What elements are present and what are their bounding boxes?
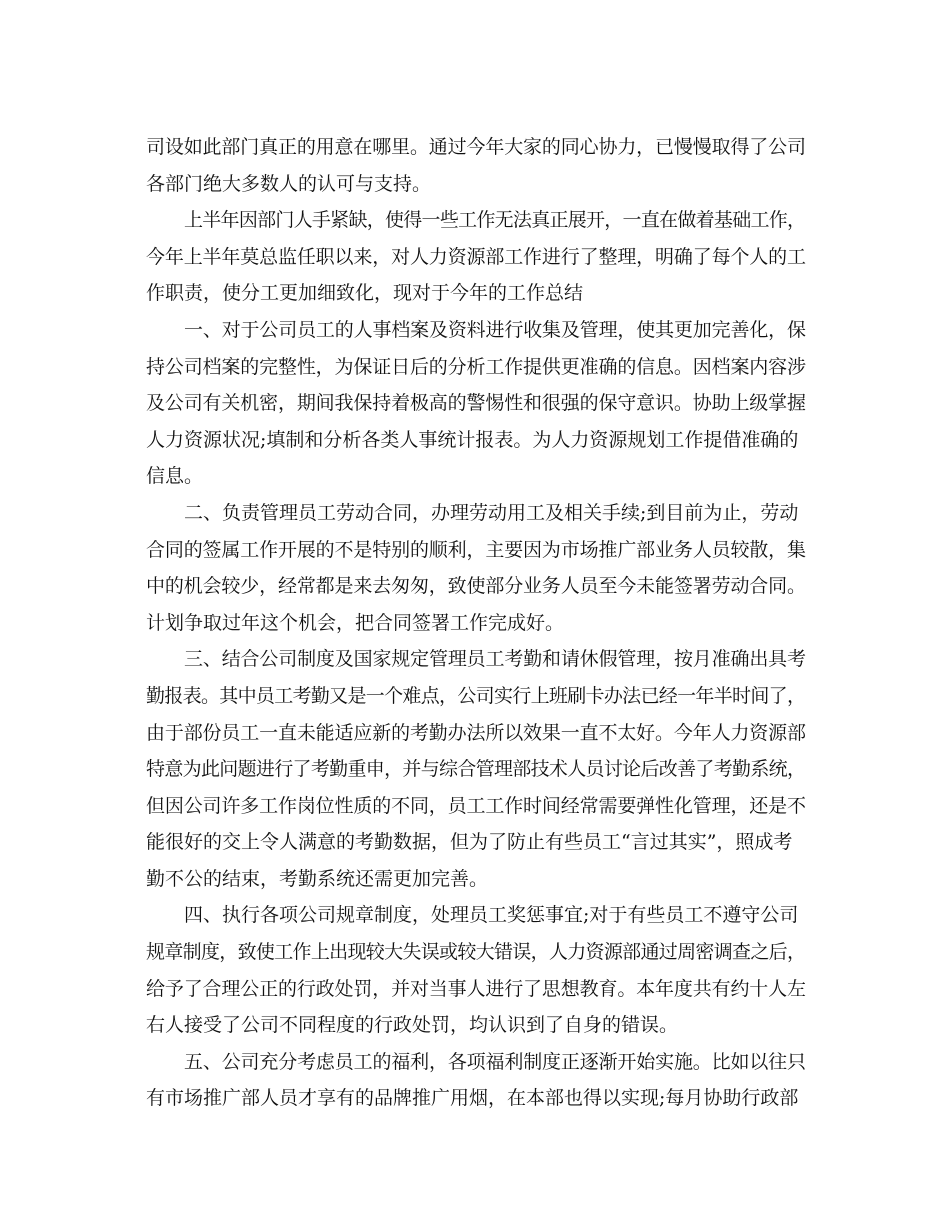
paragraph-line: 司设如此部门真正的用意在哪里。通过今年大家的同心协力，已慢慢取得了公司 [146,136,806,158]
paragraph-first-line: 五、公司充分考虑员工的福利，各项福利制度正逐渐开始实施。比如以往只 [184,1050,806,1073]
paragraph-line: 人力资源状况;填制和分析各类人事统计报表。为人力资源规划工作提借准确的 [146,428,799,451]
paragraph-line: 作职责，使分工更加细致化，现对于今年的工作总结 [146,282,584,305]
paragraph-line: 特意为此问题进行了考勤重申，并与综合管理部技术人员讨论后改善了考勤系统， [146,758,806,781]
paragraph-first-line: 上半年因部门人手紧缺，使得一些工作无法真正展开，一直在做着基础工作， [184,209,806,232]
paragraph-first-line: 三、结合公司制度及国家规定管理员工考勤和请休假管理，按月准确出具考 [184,648,806,671]
paragraph-first-line: 二、负责管理员工劳动合同，办理劳动用工及相关手续;到目前为止，劳动 [184,501,799,524]
paragraph-line: 有市场推广部人员才享有的品牌推广用烟，在本部也得以实现;每月协助行政部 [146,1087,799,1110]
paragraph-line: 合同的签属工作开展的不是特别的顺利，主要因为市场推广部业务人员较散，集 [146,538,806,561]
paragraph-line: 计划争取过年这个机会，把合同签署工作完成好。 [146,611,565,634]
paragraph-line: 中的机会较少，经常都是来去匆匆，致使部分业务人员至今未能签署劳动合同。 [146,575,806,598]
paragraph-line: 但因公司许多工作岗位性质的不同，员工工作时间经常需要弹性化管理，还是不 [146,794,806,817]
document-body [146,129,806,1117]
paragraph-line: 今年上半年莫总监任职以来，对人力资源部工作进行了整理，明确了每个人的工 [146,245,806,268]
paragraph-line: 及公司有关机密，期间我保持着极高的警惕性和很强的保守意识。协助上级掌握 [146,392,806,415]
paragraph-line: 各部门绝大多数人的认可与支持。 [146,172,432,195]
paragraph-line: 右人接受了公司不同程度的行政处罚，均认识到了自身的错误。 [146,1014,679,1037]
paragraph-line: 能很好的交上令人满意的考勤数据，但为了防止有些员工“言过其实”，照成考 [146,831,793,854]
paragraph-line: 勤报表。其中员工考勤又是一个难点，公司实行上班刷卡办法已经一年半时间了， [146,684,806,707]
paragraph-line: 给予了合理公正的行政处罚，并对当事人进行了思想教育。本年度共有约十人左 [146,977,806,1000]
paragraph-line: 勤不公的结束，考勤系统还需更加完善。 [146,867,489,890]
paragraph-line: 持公司档案的完整性，为保证日后的分析工作提供更准确的信息。因档案内容涉 [146,355,806,378]
paragraph-line: 信息。 [146,465,204,488]
paragraph-first-line: 四、执行各项公司规章制度，处理员工奖惩事宜;对于有些员工不遵守公司 [184,904,799,927]
paragraph-line: 规章制度，致使工作上出现较大失误或较大错误，人力资源部通过周密调查之后， [146,941,806,964]
paragraph-first-line: 一、对于公司员工的人事档案及资料进行收集及管理，使其更加完善化，保 [184,318,806,341]
paragraph-line: 由于部份员工一直未能适应新的考勤办法所以效果一直不太好。今年人力资源部 [146,721,806,744]
